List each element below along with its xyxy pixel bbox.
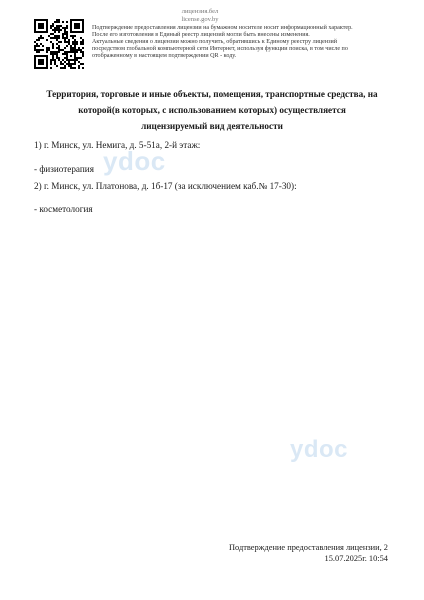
document-footer	[229, 543, 388, 564]
notice-line: После его изготовления в Единый реестр лицензий могли быть внесены изменения.	[92, 32, 310, 39]
address-item-1: 1) г. Минск, ул. Немига, д. 5-51а, 2-й этаж:	[34, 140, 201, 150]
page-title	[30, 86, 394, 134]
notice-line: отображенному в настоящем подтверждении QR - коду.	[92, 53, 237, 60]
disclaimer-notice	[92, 25, 397, 60]
watermark: ydoc	[103, 146, 166, 176]
title-line: которой(в которых, с использованием которых) осуществляется	[78, 105, 346, 115]
watermark: ydoc	[290, 436, 349, 463]
title-line: Территория, торговые и иные объекты, помещения, транспортные средства, на	[46, 89, 378, 99]
notice-line: Подтверждение предоставления лицензии на бумажном носителе носит информационный характер.	[92, 25, 353, 31]
title-line: лицензируемый вид деятельности	[141, 121, 283, 131]
site-name-latin: license.gov.by	[181, 15, 219, 23]
qr-code-icon	[34, 19, 84, 69]
footer-document-label: Подтверждение предоставления лицензии, 2	[228, 543, 388, 552]
notice-line: посредством глобальной компьютерной сети Интернет, используя функции поиска, в том числе по	[92, 46, 348, 53]
site-name-cyrillic: лицензия.бел	[181, 8, 219, 15]
activity-item-1: - физиотерапия	[34, 164, 94, 174]
site-name[interactable]	[175, 8, 225, 23]
footer-timestamp: 15.07.2025г. 10:54	[324, 553, 388, 563]
notice-line: Актуальные сведения о лицензии можно получить, обратившись к Единому реестру лицензий	[92, 39, 338, 46]
activity-item-2: - косметология	[34, 204, 93, 214]
address-item-2: 2) г. Минск, ул. Платонова, д. 1б-17 (за исключением каб.№ 17-30):	[34, 181, 297, 191]
